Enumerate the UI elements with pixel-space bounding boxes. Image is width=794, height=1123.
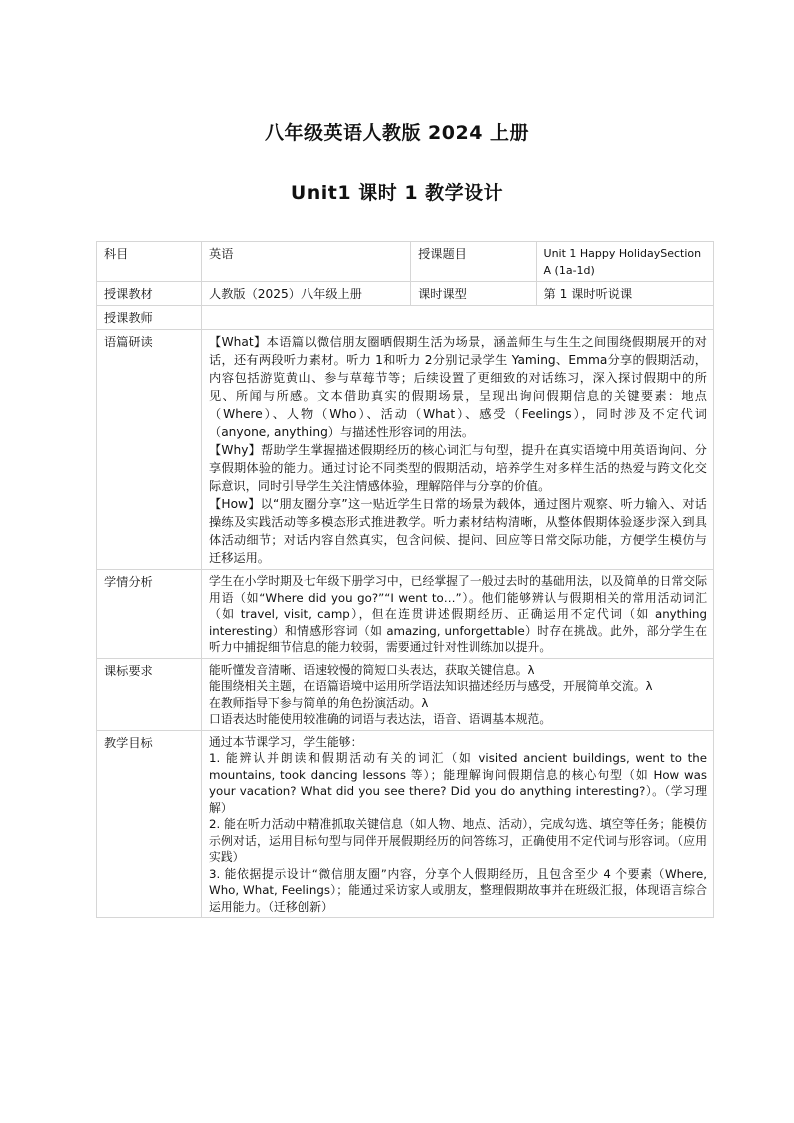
table-row: [97, 282, 714, 306]
curriculum-item: 能听懂发音清晰、语速较慢的简短口头表达，获取关键信息。λ: [209, 662, 535, 677]
text-analysis-label: 语篇研读: [97, 330, 202, 570]
curriculum-item: 在教师指导下参与简单的角色扮演活动。λ: [209, 695, 429, 710]
topic-value: Unit 1 Happy HolidaySection A (1a-1d): [536, 242, 713, 282]
teaching-goals-content: [202, 730, 714, 918]
document-title: 八年级英语人教版 2024 上册: [264, 122, 530, 144]
lesson-plan-table: [96, 241, 714, 918]
student-analysis-label: 学情分析: [97, 570, 202, 659]
curriculum-content: [202, 658, 714, 730]
document-subtitle: Unit1 课时 1 教学设计: [290, 182, 504, 204]
goals-intro: 通过本节课学习，学生能够：: [209, 734, 363, 749]
table-row: [97, 242, 714, 282]
curriculum-label: 课标要求: [97, 658, 202, 730]
table-row: [97, 570, 714, 659]
table-row: [97, 330, 714, 570]
goal-item: 2. 能在听力活动中精准抓取关键信息（如人物、地点、活动），完成勾选、填空等任务；能模仿示例对话，运用目标句型与同伴开展假期经历的问答练习，正确使用不定代词与形容词。（应用实践）: [209, 817, 707, 864]
teaching-goals-label: 教学目标: [97, 730, 202, 918]
text-analysis-content: [202, 330, 714, 570]
material-value: 人教版（2025）八年级上册: [202, 282, 411, 306]
what-paragraph: 【What】本语篇以微信朋友圈晒假期生活为场景，涵盖师生与生生之间围绕假期展开的对话，还有两段听力素材。听力 1和听力 2分别记录学生 Yaming、Emma分享的假期活动，内容包括游览黄山、参与草莓节等；后续设置了更细致的对话练习，深入探讨假期中的所见、所闻与所感。文本借助真实的假期场景，呈现出询问假期信息的关键要素：地点（Where）、人物（Who）、活动（What）、感受（Feelings），同时涉及不定代词（anyone, anything）与描述性形容词的用法。: [209, 335, 707, 439]
teacher-value: [202, 306, 714, 330]
goal-item: 3. 能依据提示设计“微信朋友圈”内容，分享个人假期经历，且包含至少 4 个要素（Where, Who, What, Feelings）；能通过采访家人或朋友，整理假期故事并在班级汇报，体现语言综合运用能力。（迁移创新）: [209, 866, 707, 914]
student-analysis-text: 学生在小学时期及七年级下册学习中，已经掌握了一般过去时的基础用法，以及简单的日常交际用语（如“Where did you go?”“I went to…”）。他们能够辨认与假期相关的常用活动词汇（如 travel, visit, camp），但在连贯讲述假期经历、正确运用不定代词（如 anything interesting）和情感形容词（如 amazing, unforgettable）时存在挑战。此外，部分学生在听力中捕捉细节信息的能力较弱，需要通过针对性训练加以提升。: [209, 574, 707, 654]
subject-label: 科目: [97, 242, 202, 282]
curriculum-item: 口语表达时能使用较准确的词语与表达法，语音、语调基本规范。: [209, 712, 552, 726]
table-row: [97, 658, 714, 730]
table-row: [97, 730, 714, 918]
why-paragraph: 【Why】帮助学生掌握描述假期经历的核心词汇与句型，提升在真实语境中用英语询问、分享假期体验的能力。通过讨论不同类型的假期活动，培养学生对多样生活的热爱与跨文化交际意识，同时引导学生关注情感体验，理解陪伴与分享的价值。: [209, 443, 707, 493]
curriculum-item: 能围绕相关主题，在语篇语境中运用所学语法知识描述经历与感受，开展简单交流。λ: [209, 679, 653, 693]
goal-item: 1. 能辨认并朗读和假期活动有关的词汇（如 visited ancient buildings, went to the mountains, took dancing lessons 等）；能理解询问假期信息的核心句型（如 How was your vacation? What did you see there? Did you do anything interesting?）。（学习理解）: [209, 751, 707, 815]
student-analysis-content: [202, 570, 714, 659]
lesson-type-value: 第 1 课时听说课: [536, 282, 713, 306]
material-label: 授课教材: [97, 282, 202, 306]
topic-label: 授课题目: [411, 242, 536, 282]
subject-value: 英语: [202, 242, 411, 282]
table-row: [97, 306, 714, 330]
lesson-type-label: 课时课型: [411, 282, 536, 306]
how-paragraph: 【How】以“朋友圈分享”这一贴近学生日常的场景为载体，通过图片观察、听力输入、对话操练及实践活动等多模态形式推进教学。听力素材结构清晰，从整体假期体验逐步深入到具体活动细节；对话内容自然真实，包含问候、提问、回应等日常交际功能，方便学生模仿与迁移运用。: [209, 497, 707, 565]
teacher-label: 授课教师: [97, 306, 202, 330]
